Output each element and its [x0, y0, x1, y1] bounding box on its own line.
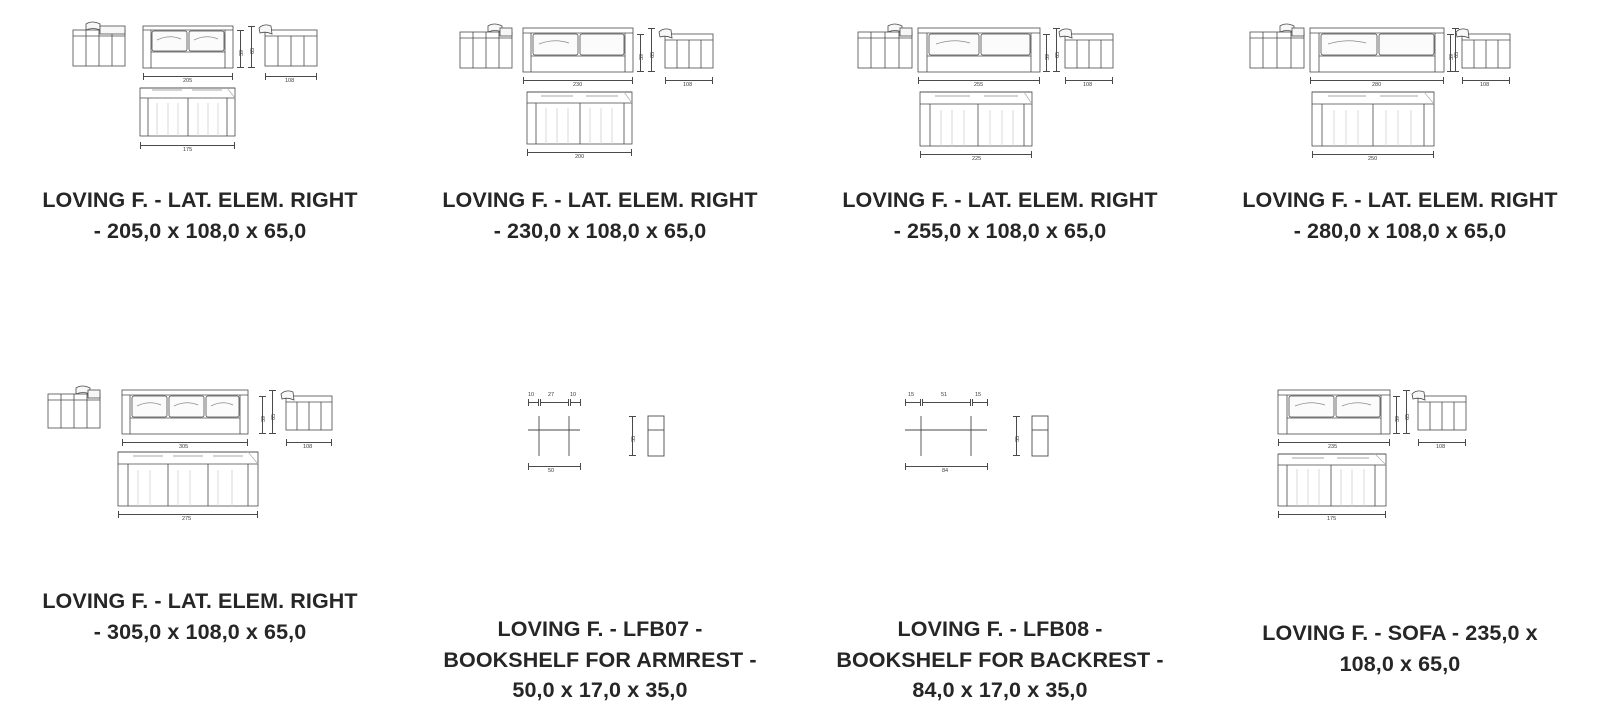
dim-depth-small: 39: [1395, 415, 1401, 422]
dim-plan-width: 250: [1368, 156, 1378, 162]
dim-plan-width: 275: [182, 516, 192, 522]
drawing-svg: [1200, 338, 1600, 538]
dim-front-width-line: [1278, 442, 1390, 443]
dim-front-width: 235: [1328, 444, 1338, 450]
caption-line-2: - 255,0 x 108,0 x 65,0: [893, 218, 1107, 243]
caption-line-2: 108,0 x 65,0: [1339, 651, 1461, 676]
dim-back-width: 108: [1436, 444, 1446, 450]
dim-height-line: [1406, 390, 1407, 434]
caption-line-2: - 230,0 x 108,0 x 65,0: [493, 218, 707, 243]
dim-front-width: 255: [974, 82, 984, 88]
drawing-svg: [400, 0, 800, 185]
product-cell-sofa-235: [1200, 338, 1600, 706]
technical-drawing: [1200, 0, 1600, 185]
product-cell-lfb08-bookshelf-backrest: [800, 338, 1200, 706]
dim-plan-width-line: [1312, 154, 1434, 155]
caption-line-1: LOVING F. - LAT. ELEM. RIGHT: [42, 589, 358, 613]
dim-seg-right-line: [570, 402, 581, 403]
caption-line-2: BOOKSHELF FOR BACKREST -: [836, 647, 1164, 672]
dim-plan-width: 225: [972, 156, 982, 162]
product-caption: [20, 185, 380, 246]
dim-height: 65: [271, 413, 277, 420]
dim-total-width: 50: [548, 468, 555, 474]
dim-front-width: 230: [573, 82, 583, 88]
dim-depth-small: 39: [261, 415, 267, 422]
caption-line-1: LOVING F. - LFB08 -: [897, 617, 1103, 642]
dim-height-line: [272, 390, 273, 434]
dim-depth-small: 39: [1045, 53, 1051, 60]
dim-back-width-line: [1418, 442, 1466, 443]
dim-depth-small: 39: [239, 49, 245, 56]
dim-back-width: 108: [683, 82, 693, 88]
caption-line-2: - 280,0 x 108,0 x 65,0: [1293, 218, 1507, 243]
drawing-svg: [400, 338, 800, 538]
caption-line-1: LOVING F. - LAT. ELEM. RIGHT: [1242, 188, 1558, 212]
dim-plan-width-line: [527, 152, 632, 153]
dim-height: 65: [250, 47, 256, 54]
dim-height-line: [651, 28, 652, 72]
dim-seg-right: 10: [570, 392, 577, 398]
dim-seg-left-line: [905, 402, 921, 403]
caption-line-3: 84,0 x 17,0 x 35,0: [912, 678, 1088, 703]
caption-line-1: LOVING F. - LAT. ELEM. RIGHT: [442, 188, 758, 212]
dim-back-width-line: [1065, 80, 1113, 81]
dim-plan-width: 200: [575, 154, 585, 160]
caption-line-1: LOVING F. - SOFA - 235,0 x: [1262, 621, 1538, 645]
dim-front-width-line: [918, 80, 1040, 81]
product-caption: [420, 614, 780, 706]
caption-line-1: LOVING F. - LAT. ELEM. RIGHT: [842, 188, 1158, 212]
product-caption: [820, 185, 1180, 246]
dim-back-width: 108: [303, 444, 313, 450]
dim-front-width: 280: [1372, 82, 1382, 88]
dim-seg-mid: 27: [548, 392, 555, 398]
dim-seg-left: 10: [528, 392, 535, 398]
dim-height: 35: [631, 435, 637, 442]
drawing-svg: [800, 338, 1200, 538]
dim-back-width-line: [665, 80, 713, 81]
caption-line-2: - 205,0 x 108,0 x 65,0: [93, 218, 307, 243]
dim-front-width-line: [143, 76, 233, 77]
caption-line-1: LOVING F. - LFB07 -: [497, 617, 703, 642]
dim-front-width: 205: [183, 78, 193, 84]
drawing-svg: [1200, 0, 1600, 185]
dim-back-width-line: [286, 442, 332, 443]
technical-drawing: [800, 0, 1200, 185]
caption-line-2: BOOKSHELF FOR ARMREST -: [443, 647, 757, 672]
product-cell-lat-elem-right-255: [800, 0, 1200, 338]
dim-plan-width: 175: [183, 147, 193, 153]
dim-plan-width-line: [920, 154, 1032, 155]
product-cell-lat-elem-right-280: [1200, 0, 1600, 338]
dim-seg-left-line: [528, 402, 539, 403]
technical-drawing: [0, 338, 400, 538]
dim-total-width-line: [528, 466, 581, 467]
dim-seg-left: 15: [908, 392, 915, 398]
technical-drawing: [400, 0, 800, 185]
dim-seg-right-line: [972, 402, 988, 403]
dim-height: 65: [1454, 51, 1460, 58]
dim-back-width: 108: [1480, 82, 1490, 88]
dim-back-width: 108: [1083, 82, 1093, 88]
product-cell-lat-elem-right-205: [0, 0, 400, 338]
dim-total-width: 84: [942, 468, 949, 474]
caption-line-2: - 305,0 x 108,0 x 65,0: [93, 619, 307, 644]
technical-drawing: [400, 338, 800, 534]
product-cell-lat-elem-right-230: [400, 0, 800, 338]
drawing-svg: [800, 0, 1200, 185]
dim-back-width-line: [1462, 80, 1510, 81]
dim-height: 35: [1015, 435, 1021, 442]
dim-depth-small: 39: [1449, 53, 1455, 60]
dim-height: 65: [1055, 51, 1061, 58]
dim-seg-mid-line: [922, 402, 971, 403]
drawing-svg: [0, 338, 400, 538]
dim-plan-width-line: [140, 145, 235, 146]
caption-line-1: LOVING F. - LAT. ELEM. RIGHT: [42, 188, 358, 212]
dim-front-width-line: [523, 80, 633, 81]
caption-line-3: 50,0 x 17,0 x 35,0: [512, 678, 688, 703]
dim-front-width-line: [1310, 80, 1444, 81]
dim-plan-width: 175: [1327, 516, 1337, 522]
dim-seg-mid: 51: [941, 392, 948, 398]
dim-plan-width-line: [118, 514, 258, 515]
dim-back-width: 108: [285, 78, 295, 84]
dim-depth-small: 39: [639, 53, 645, 60]
technical-drawing: [1200, 338, 1600, 538]
dim-seg-mid-line: [540, 402, 569, 403]
dim-back-width-line: [265, 76, 317, 77]
product-caption: [420, 185, 780, 246]
product-caption: [820, 614, 1180, 706]
dim-total-width-line: [905, 466, 988, 467]
dim-height: 65: [650, 51, 656, 58]
technical-drawing: [0, 0, 400, 185]
dim-front-width-line: [122, 442, 248, 443]
product-cell-lat-elem-right-305: [0, 338, 400, 706]
product-caption: [1220, 618, 1580, 679]
dim-front-width: 305: [179, 444, 189, 450]
dim-seg-right: 15: [975, 392, 982, 398]
dim-height-line: [1056, 28, 1057, 72]
product-cell-lfb07-bookshelf-armrest: [400, 338, 800, 706]
dim-height-line: [1455, 28, 1456, 72]
product-caption: [1220, 185, 1580, 246]
product-caption: [20, 586, 380, 647]
dim-height: 65: [1405, 413, 1411, 420]
technical-drawing: [800, 338, 1200, 534]
dim-plan-width-line: [1278, 514, 1386, 515]
drawing-svg: [0, 0, 400, 185]
